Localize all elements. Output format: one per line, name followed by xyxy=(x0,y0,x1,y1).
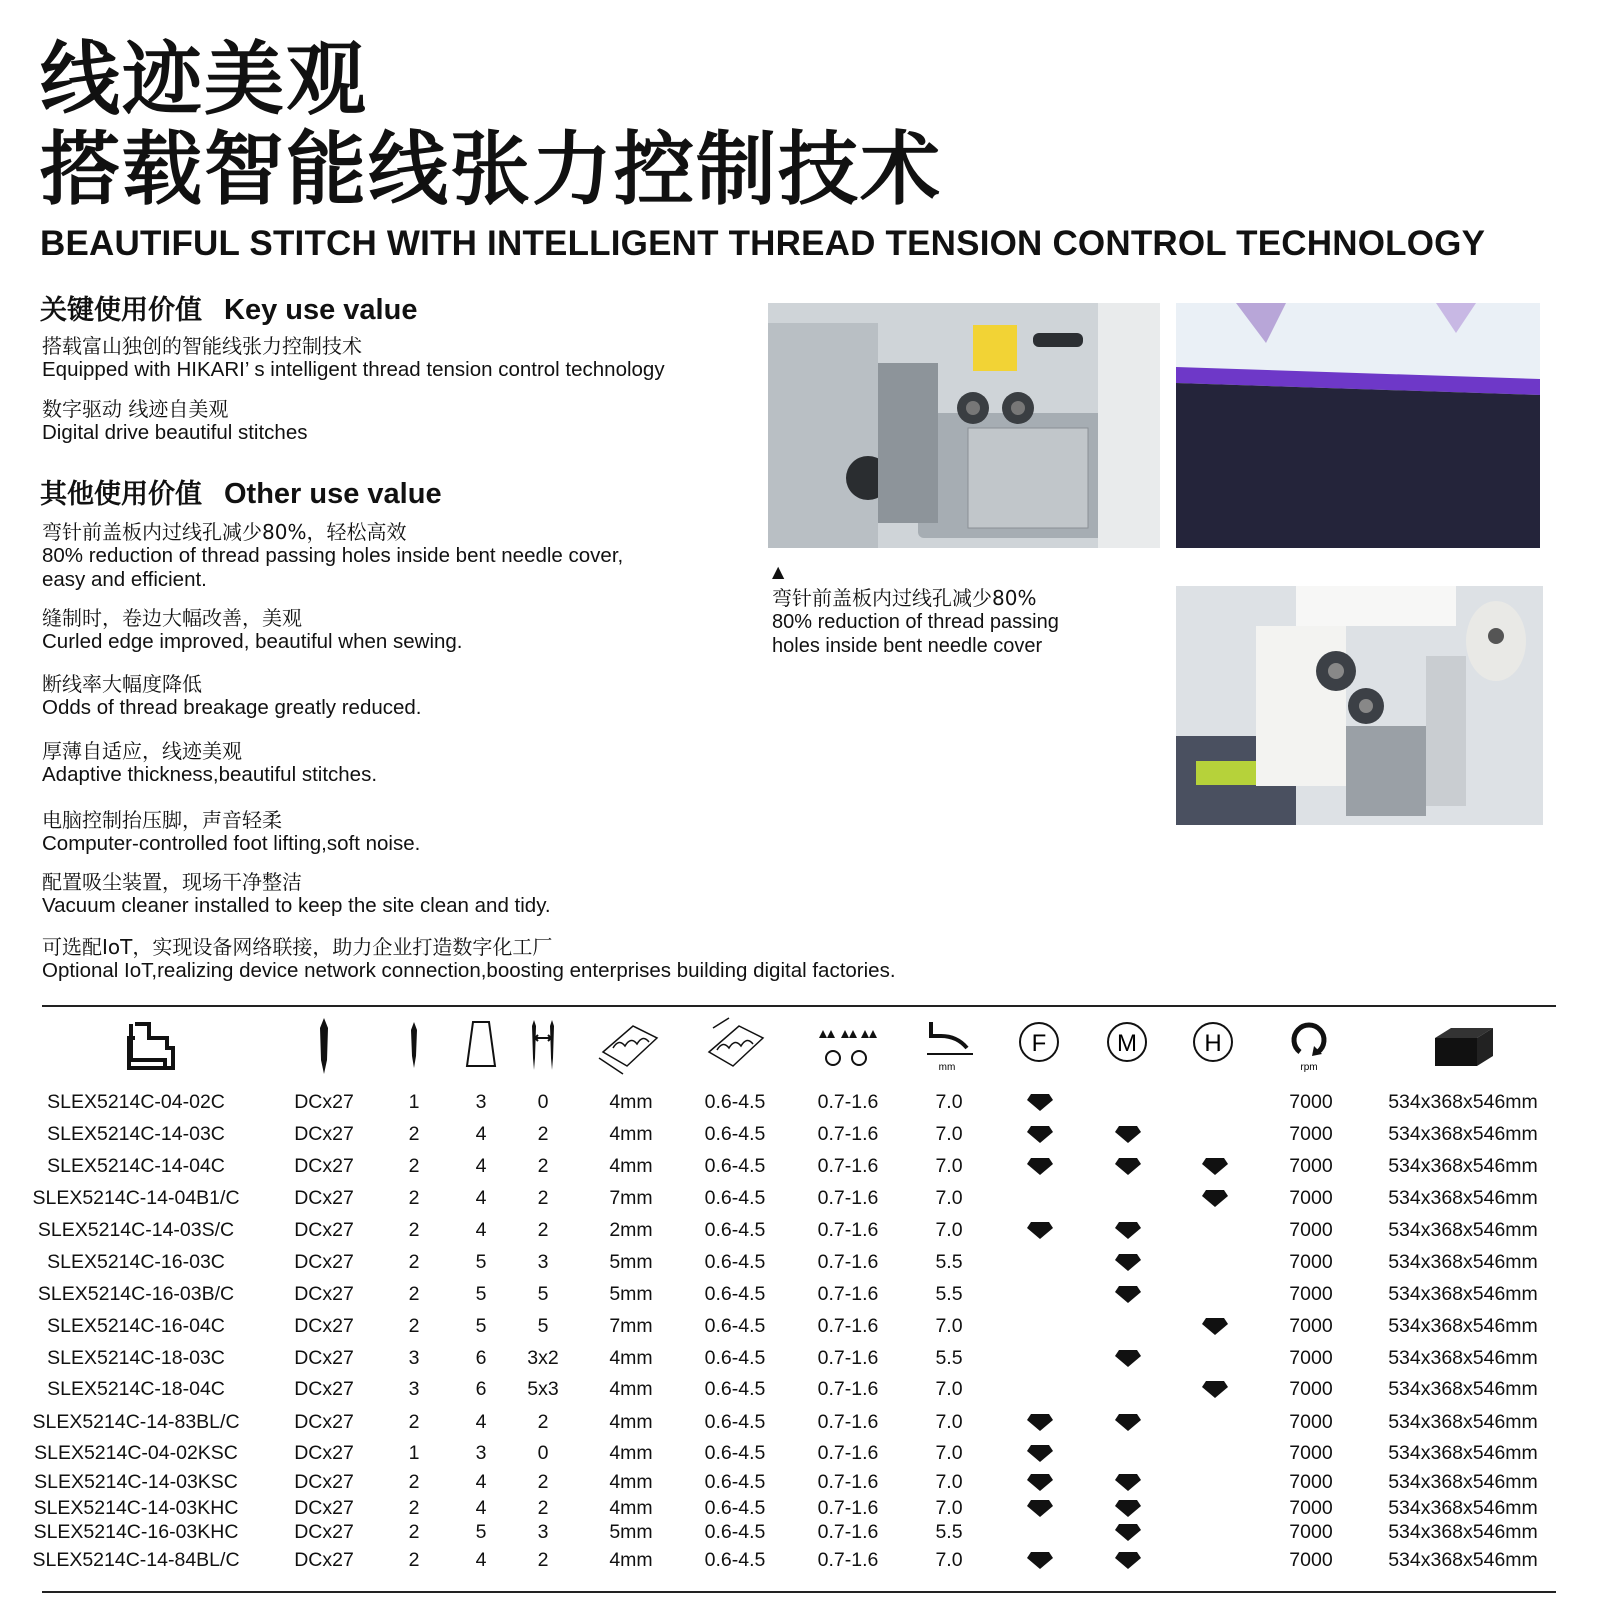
cell-lift: 5.5 xyxy=(935,1347,963,1369)
cell-n: 2 xyxy=(408,1549,420,1571)
feature-f-marker-icon xyxy=(1026,1498,1054,1518)
cell-gauge: 2 xyxy=(537,1411,549,1433)
cell-width: 4mm xyxy=(609,1347,653,1369)
cell-threads: 4 xyxy=(475,1411,487,1433)
cell-stitch: 0.6-4.5 xyxy=(704,1549,766,1571)
feature-m-marker-icon xyxy=(1114,1220,1142,1240)
cell-rpm: 7000 xyxy=(1289,1123,1333,1145)
cell-needle: DCx27 xyxy=(294,1251,354,1273)
cell-n: 2 xyxy=(408,1521,420,1543)
table-row xyxy=(0,1519,1600,1545)
cell-width: 7mm xyxy=(609,1315,653,1337)
table-row xyxy=(0,1440,1600,1466)
sewing-machine-icon xyxy=(113,1016,183,1076)
cell-gauge: 5 xyxy=(537,1283,549,1305)
cell-lift: 7.0 xyxy=(935,1378,963,1400)
cell-threads: 4 xyxy=(475,1549,487,1571)
cell-n: 1 xyxy=(408,1091,420,1113)
cell-gauge: 2 xyxy=(537,1497,549,1519)
caption-en-line1: 80% reduction of thread passing xyxy=(772,611,1059,633)
feature-f-marker-icon xyxy=(1026,1220,1054,1240)
cell-n: 2 xyxy=(408,1411,420,1433)
cell-n: 2 xyxy=(408,1315,420,1337)
cell-diff: 0.7-1.6 xyxy=(817,1155,879,1177)
cell-threads: 5 xyxy=(475,1251,487,1273)
cell-width: 4mm xyxy=(609,1155,653,1177)
cell-rpm: 7000 xyxy=(1289,1251,1333,1273)
other-use-item xyxy=(42,808,420,856)
cell-lift: 7.0 xyxy=(935,1471,963,1493)
cell-gauge: 5x3 xyxy=(527,1378,559,1400)
other-use-item xyxy=(42,606,463,654)
feature-m-marker-icon xyxy=(1114,1284,1142,1304)
cell-stitch: 0.6-4.5 xyxy=(704,1411,766,1433)
cell-dim: 534x368x546mm xyxy=(1388,1123,1538,1145)
other-use-item xyxy=(42,935,896,983)
cell-width: 4mm xyxy=(609,1442,653,1464)
cell-rpm: 7000 xyxy=(1289,1497,1333,1519)
cell-rpm: 7000 xyxy=(1289,1411,1333,1433)
dimensions-box-icon xyxy=(1427,1016,1497,1076)
cell-n: 3 xyxy=(408,1378,420,1400)
feature-text-en: Computer-controlled foot lifting,soft noise. xyxy=(42,832,421,855)
cell-needle: DCx27 xyxy=(294,1187,354,1209)
cell-n: 2 xyxy=(408,1219,420,1241)
table-row xyxy=(0,1153,1600,1179)
cell-gauge: 3x2 xyxy=(527,1347,559,1369)
other-use-item xyxy=(42,672,422,720)
cell-gauge: 2 xyxy=(537,1187,549,1209)
cell-model: SLEX5214C-14-84BL/C xyxy=(32,1549,240,1571)
feature-m-marker-icon xyxy=(1114,1412,1142,1432)
feature-text-cn: 断线率大幅度降低 xyxy=(42,672,202,696)
cell-lift: 7.0 xyxy=(935,1123,963,1145)
presser-foot-unit-label: mm xyxy=(938,1062,956,1073)
key-use-heading xyxy=(40,288,417,327)
other-use-item xyxy=(42,520,623,592)
cell-model: SLEX5214C-14-04B1/C xyxy=(32,1187,240,1209)
cell-lift: 5.5 xyxy=(935,1521,963,1543)
feature-m-marker-icon xyxy=(1114,1550,1142,1570)
cell-n: 2 xyxy=(408,1497,420,1519)
cell-needle: DCx27 xyxy=(294,1378,354,1400)
cell-lift: 7.0 xyxy=(935,1497,963,1519)
cell-needle: DCx27 xyxy=(294,1219,354,1241)
cell-width: 5mm xyxy=(609,1251,653,1273)
cell-lift: 5.5 xyxy=(935,1251,963,1273)
cell-stitch: 0.6-4.5 xyxy=(704,1471,766,1493)
cell-threads: 4 xyxy=(475,1471,487,1493)
cell-gauge: 0 xyxy=(537,1091,549,1113)
cell-rpm: 7000 xyxy=(1289,1378,1333,1400)
needle-gauge-icon xyxy=(508,1016,578,1076)
cell-stitch: 0.6-4.5 xyxy=(704,1187,766,1209)
key-use-item xyxy=(42,334,665,382)
cell-diff: 0.7-1.6 xyxy=(817,1471,879,1493)
cell-needle: DCx27 xyxy=(294,1442,354,1464)
cell-model: SLEX5214C-14-03KSC xyxy=(34,1471,238,1493)
table-row xyxy=(0,1409,1600,1435)
cell-needle: DCx27 xyxy=(294,1471,354,1493)
cell-lift: 7.0 xyxy=(935,1187,963,1209)
cell-gauge: 0 xyxy=(537,1442,549,1464)
feature-text-cn: 电脑控制抬压脚，声音轻柔 xyxy=(42,808,282,832)
feature-m-marker-icon xyxy=(1114,1124,1142,1144)
feature-text-cn: 可选配IoT，实现设备网络联接，助力企业打造数字化工厂 xyxy=(42,935,553,959)
table-row xyxy=(0,1121,1600,1147)
cell-lift: 7.0 xyxy=(935,1155,963,1177)
key-use-item xyxy=(42,397,308,445)
cell-threads: 4 xyxy=(475,1123,487,1145)
rpm-icon xyxy=(1274,1016,1344,1076)
cell-dim: 534x368x546mm xyxy=(1388,1155,1538,1177)
cell-model: SLEX5214C-14-83BL/C xyxy=(32,1411,240,1433)
other-use-heading xyxy=(40,472,442,511)
other-use-item xyxy=(42,739,377,787)
feature-f-marker-icon xyxy=(1026,1550,1054,1570)
h-icon xyxy=(1178,1016,1248,1076)
table-row xyxy=(0,1495,1600,1521)
cell-n: 2 xyxy=(408,1155,420,1177)
cell-gauge: 5 xyxy=(537,1315,549,1337)
cell-rpm: 7000 xyxy=(1289,1187,1333,1209)
cell-rpm: 7000 xyxy=(1289,1315,1333,1337)
feature-text-cn: 数字驱动 线迹自美观 xyxy=(42,397,229,421)
cell-model: SLEX5214C-14-03S/C xyxy=(37,1219,235,1241)
feature-text-en: Digital drive beautiful stitches xyxy=(42,421,308,444)
key-use-heading-en: Key use value xyxy=(224,294,418,326)
cell-dim: 534x368x546mm xyxy=(1388,1347,1538,1369)
table-top-rule xyxy=(42,1005,1556,1007)
presser-foot-lift-icon xyxy=(913,1016,983,1076)
cell-gauge: 2 xyxy=(537,1123,549,1145)
feature-text-en: Curled edge improved, beautiful when sewing. xyxy=(42,630,463,653)
cell-width: 2mm xyxy=(609,1219,653,1241)
photo-bent-needle-cover xyxy=(768,303,1160,548)
feature-text-cn: 缝制时，卷边大幅改善，美观 xyxy=(42,606,302,630)
cell-threads: 6 xyxy=(475,1378,487,1400)
f-icon-label: F xyxy=(1031,1030,1047,1057)
cell-diff: 0.7-1.6 xyxy=(817,1283,879,1305)
differential-feed-icon xyxy=(811,1016,881,1076)
feature-text-en-continued: easy and efficient. xyxy=(42,568,207,591)
cell-needle: DCx27 xyxy=(294,1497,354,1519)
cell-stitch: 0.6-4.5 xyxy=(704,1315,766,1337)
caption-en-line2: holes inside bent needle cover xyxy=(772,635,1043,657)
cell-needle: DCx27 xyxy=(294,1315,354,1337)
cell-stitch: 0.6-4.5 xyxy=(704,1497,766,1519)
feature-text-cn: 搭载富山独创的智能线张力控制技术 xyxy=(42,334,362,358)
cell-n: 2 xyxy=(408,1251,420,1273)
cell-diff: 0.7-1.6 xyxy=(817,1219,879,1241)
photo-caption xyxy=(772,560,1059,658)
cell-threads: 3 xyxy=(475,1091,487,1113)
cell-stitch: 0.6-4.5 xyxy=(704,1378,766,1400)
cell-rpm: 7000 xyxy=(1289,1471,1333,1493)
feature-h-marker-icon xyxy=(1201,1316,1229,1336)
feature-h-marker-icon xyxy=(1201,1379,1229,1399)
cell-threads: 4 xyxy=(475,1187,487,1209)
table-row xyxy=(0,1281,1600,1307)
page-title-line1: 线迹美观 xyxy=(40,33,368,126)
cell-diff: 0.7-1.6 xyxy=(817,1315,879,1337)
table-row xyxy=(0,1249,1600,1275)
cell-width: 4mm xyxy=(609,1091,653,1113)
cell-width: 4mm xyxy=(609,1497,653,1519)
feature-f-marker-icon xyxy=(1026,1443,1054,1463)
cell-n: 2 xyxy=(408,1123,420,1145)
cell-needle: DCx27 xyxy=(294,1123,354,1145)
cell-threads: 4 xyxy=(475,1497,487,1519)
cell-rpm: 7000 xyxy=(1289,1219,1333,1241)
cell-gauge: 3 xyxy=(537,1521,549,1543)
cell-model: SLEX5214C-16-03C xyxy=(47,1251,225,1273)
cell-dim: 534x368x546mm xyxy=(1388,1091,1538,1113)
feature-h-marker-icon xyxy=(1201,1156,1229,1176)
table-row xyxy=(0,1376,1600,1402)
spec-icon-header xyxy=(0,1016,1600,1076)
cell-width: 4mm xyxy=(609,1378,653,1400)
cell-gauge: 2 xyxy=(537,1155,549,1177)
cell-dim: 534x368x546mm xyxy=(1388,1471,1538,1493)
feature-text-en: Adaptive thickness,beautiful stitches. xyxy=(42,763,378,786)
m-icon-label: M xyxy=(1117,1030,1137,1057)
cell-rpm: 7000 xyxy=(1289,1521,1333,1543)
cell-gauge: 2 xyxy=(537,1471,549,1493)
feature-f-marker-icon xyxy=(1026,1412,1054,1432)
cell-model: SLEX5214C-16-03KHC xyxy=(33,1521,239,1543)
cell-n: 1 xyxy=(408,1442,420,1464)
cell-width: 5mm xyxy=(609,1283,653,1305)
other-use-heading-en: Other use value xyxy=(224,478,442,510)
photo-machine-closeup xyxy=(1176,586,1543,825)
table-row xyxy=(0,1217,1600,1243)
cell-model: SLEX5214C-14-03C xyxy=(47,1123,225,1145)
cell-rpm: 7000 xyxy=(1289,1442,1333,1464)
table-row xyxy=(0,1185,1600,1211)
cell-rpm: 7000 xyxy=(1289,1091,1333,1113)
stitch-length-icon xyxy=(699,1016,769,1076)
cell-threads: 4 xyxy=(475,1155,487,1177)
cell-rpm: 7000 xyxy=(1289,1549,1333,1571)
cell-threads: 5 xyxy=(475,1315,487,1337)
feature-text-en: 80% reduction of thread passing holes inside bent needle cover, xyxy=(42,544,624,567)
cell-needle: DCx27 xyxy=(294,1283,354,1305)
cell-dim: 534x368x546mm xyxy=(1388,1521,1538,1543)
needle-count-icon xyxy=(379,1016,449,1076)
cell-stitch: 0.6-4.5 xyxy=(704,1442,766,1464)
cell-diff: 0.7-1.6 xyxy=(817,1187,879,1209)
cell-model: SLEX5214C-18-04C xyxy=(47,1378,225,1400)
cell-n: 2 xyxy=(408,1471,420,1493)
cell-model: SLEX5214C-16-04C xyxy=(47,1315,225,1337)
cell-needle: DCx27 xyxy=(294,1347,354,1369)
cell-model: SLEX5214C-16-03B/C xyxy=(37,1283,235,1305)
needle-system-icon xyxy=(289,1016,359,1076)
cell-stitch: 0.6-4.5 xyxy=(704,1251,766,1273)
cell-dim: 534x368x546mm xyxy=(1388,1315,1538,1337)
feature-f-marker-icon xyxy=(1026,1156,1054,1176)
cell-threads: 4 xyxy=(475,1219,487,1241)
feature-m-marker-icon xyxy=(1114,1156,1142,1176)
cell-needle: DCx27 xyxy=(294,1091,354,1113)
cell-lift: 7.0 xyxy=(935,1219,963,1241)
cell-stitch: 0.6-4.5 xyxy=(704,1123,766,1145)
overedge-width-icon xyxy=(593,1016,663,1076)
cell-threads: 5 xyxy=(475,1283,487,1305)
key-use-heading-cn: 关键使用价值 xyxy=(40,295,202,326)
table-bottom-rule xyxy=(42,1591,1556,1593)
caption-cn: 弯针前盖板内过线孔减少80% xyxy=(772,586,1037,610)
cell-diff: 0.7-1.6 xyxy=(817,1347,879,1369)
cell-dim: 534x368x546mm xyxy=(1388,1251,1538,1273)
cell-lift: 7.0 xyxy=(935,1549,963,1571)
cell-threads: 3 xyxy=(475,1442,487,1464)
cell-lift: 7.0 xyxy=(935,1411,963,1433)
cell-diff: 0.7-1.6 xyxy=(817,1521,879,1543)
cell-dim: 534x368x546mm xyxy=(1388,1187,1538,1209)
feature-m-marker-icon xyxy=(1114,1522,1142,1542)
feature-text-cn: 弯针前盖板内过线孔减少80%，轻松高效 xyxy=(42,520,407,544)
cell-model: SLEX5214C-04-02C xyxy=(47,1091,225,1113)
cell-stitch: 0.6-4.5 xyxy=(704,1155,766,1177)
cell-diff: 0.7-1.6 xyxy=(817,1251,879,1273)
cell-lift: 7.0 xyxy=(935,1315,963,1337)
cell-diff: 0.7-1.6 xyxy=(817,1123,879,1145)
cell-stitch: 0.6-4.5 xyxy=(704,1219,766,1241)
page-title-english: BEAUTIFUL STITCH WITH INTELLIGENT THREAD TENSION CONTROL TECHNOLOGY xyxy=(40,224,1486,263)
cell-model: SLEX5214C-18-03C xyxy=(47,1347,225,1369)
cell-needle: DCx27 xyxy=(294,1411,354,1433)
cell-needle: DCx27 xyxy=(294,1549,354,1571)
photo-fabric-hem xyxy=(1176,303,1540,548)
cell-diff: 0.7-1.6 xyxy=(817,1091,879,1113)
cell-width: 7mm xyxy=(609,1187,653,1209)
feature-f-marker-icon xyxy=(1026,1124,1054,1144)
cell-diff: 0.7-1.6 xyxy=(817,1442,879,1464)
cell-threads: 5 xyxy=(475,1521,487,1543)
cell-dim: 534x368x546mm xyxy=(1388,1442,1538,1464)
feature-f-marker-icon xyxy=(1026,1472,1054,1492)
feature-text-cn: 厚薄自适应，线迹美观 xyxy=(42,739,242,763)
table-row xyxy=(0,1469,1600,1495)
cell-model: SLEX5214C-14-03KHC xyxy=(33,1497,239,1519)
cell-n: 2 xyxy=(408,1283,420,1305)
cell-width: 4mm xyxy=(609,1549,653,1571)
cell-rpm: 7000 xyxy=(1289,1283,1333,1305)
cell-n: 3 xyxy=(408,1347,420,1369)
cell-n: 2 xyxy=(408,1187,420,1209)
cell-gauge: 3 xyxy=(537,1251,549,1273)
other-use-item xyxy=(42,870,551,918)
cell-diff: 0.7-1.6 xyxy=(817,1497,879,1519)
cell-width: 4mm xyxy=(609,1123,653,1145)
m-icon xyxy=(1092,1016,1162,1076)
cell-dim: 534x368x546mm xyxy=(1388,1283,1538,1305)
cell-stitch: 0.6-4.5 xyxy=(704,1283,766,1305)
feature-f-marker-icon xyxy=(1026,1092,1054,1112)
cell-dim: 534x368x546mm xyxy=(1388,1411,1538,1433)
cell-width: 4mm xyxy=(609,1471,653,1493)
feature-text-en: Optional IoT,realizing device network connection,boosting enterprises building digital factories. xyxy=(42,959,896,982)
feature-text-en: Vacuum cleaner installed to keep the site clean and tidy. xyxy=(42,894,551,917)
cell-lift: 5.5 xyxy=(935,1283,963,1305)
table-row xyxy=(0,1313,1600,1339)
rpm-icon-label: rpm xyxy=(1300,1062,1318,1073)
table-row xyxy=(0,1089,1600,1115)
cell-lift: 7.0 xyxy=(935,1091,963,1113)
other-use-heading-cn: 其他使用价值 xyxy=(40,479,202,510)
feature-m-marker-icon xyxy=(1114,1252,1142,1272)
cell-width: 4mm xyxy=(609,1411,653,1433)
feature-h-marker-icon xyxy=(1201,1188,1229,1208)
cell-threads: 6 xyxy=(475,1347,487,1369)
feature-m-marker-icon xyxy=(1114,1498,1142,1518)
cell-dim: 534x368x546mm xyxy=(1388,1549,1538,1571)
thread-cone-icon xyxy=(446,1016,516,1076)
cell-model: SLEX5214C-04-02KSC xyxy=(34,1442,238,1464)
cell-dim: 534x368x546mm xyxy=(1388,1497,1538,1519)
caption-marker: ▲ xyxy=(772,562,785,581)
cell-model: SLEX5214C-14-04C xyxy=(47,1155,225,1177)
table-row xyxy=(0,1345,1600,1371)
cell-needle: DCx27 xyxy=(294,1521,354,1543)
cell-rpm: 7000 xyxy=(1289,1155,1333,1177)
feature-text-en: Odds of thread breakage greatly reduced. xyxy=(42,696,422,719)
cell-dim: 534x368x546mm xyxy=(1388,1219,1538,1241)
cell-dim: 534x368x546mm xyxy=(1388,1378,1538,1400)
cell-needle: DCx27 xyxy=(294,1155,354,1177)
feature-m-marker-icon xyxy=(1114,1472,1142,1492)
cell-diff: 0.7-1.6 xyxy=(817,1378,879,1400)
cell-rpm: 7000 xyxy=(1289,1347,1333,1369)
cell-gauge: 2 xyxy=(537,1219,549,1241)
feature-text-en: Equipped with HIKARI’ s intelligent thread tension control technology xyxy=(42,358,665,381)
cell-gauge: 2 xyxy=(537,1549,549,1571)
h-icon-label: H xyxy=(1204,1030,1222,1057)
f-icon xyxy=(1004,1016,1074,1076)
cell-stitch: 0.6-4.5 xyxy=(704,1347,766,1369)
cell-stitch: 0.6-4.5 xyxy=(704,1091,766,1113)
cell-stitch: 0.6-4.5 xyxy=(704,1521,766,1543)
cell-diff: 0.7-1.6 xyxy=(817,1411,879,1433)
page-title-line2: 搭载智能线张力控制技术 xyxy=(40,123,942,216)
feature-text-cn: 配置吸尘装置，现场干净整洁 xyxy=(42,870,302,894)
table-row xyxy=(0,1547,1600,1573)
cell-lift: 7.0 xyxy=(935,1442,963,1464)
cell-width: 5mm xyxy=(609,1521,653,1543)
cell-diff: 0.7-1.6 xyxy=(817,1549,879,1571)
feature-m-marker-icon xyxy=(1114,1348,1142,1368)
